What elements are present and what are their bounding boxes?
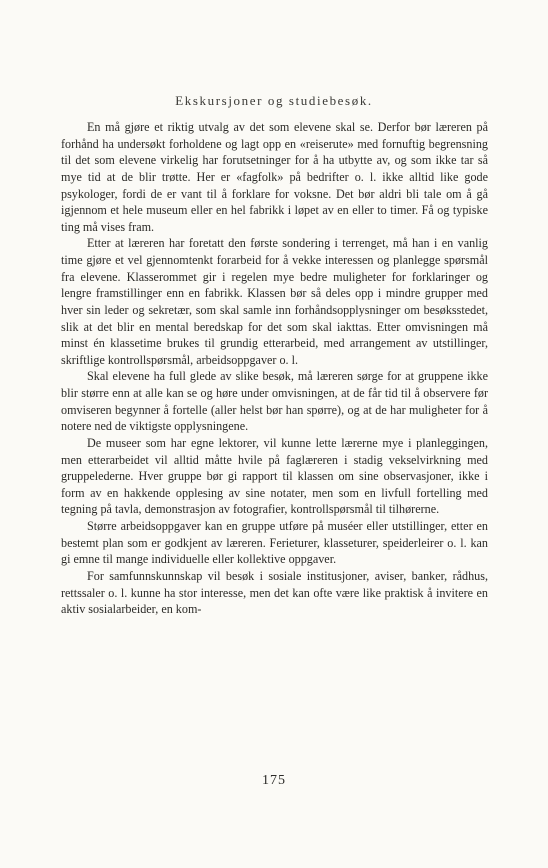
paragraph-1: En må gjøre et riktig utvalg av det som elevene skal se. Derfor bør læreren på forhånd ha undersøkt forholdene og lagt opp en «reiserute» med fornuftig begrensning til det som elevene virkelig har forutsetninger for å ha utbytte av, og som ikke tar så mye tid at de blir trøtte. Her er «fagfolk» på bedrifter o. l. ikke alltid like gode psykologer, fordi de er vant til å forklare for voksne. Det bør aldri bli tale om å gå igjennom et hele museum eller en hel fabrikk i løpet av en eller to timer. Få og typiske ting må vises fram. (61, 120, 488, 234)
page-number: 175 (262, 773, 286, 788)
paragraph-6: For samfunnskunnskap vil besøk i sosiale institusjoner, aviser, banker, rådhus, rettssaler o. l. kunne ha stor interesse, men det kan ofte være like praktisk å invitere en aktiv sosialarbeider, en kom- (61, 568, 488, 617)
paragraph-3: Skal elevene ha full glede av slike besøk, må læreren sørge for at gruppene ikke blir større enn at alle kan se og høre under omvisningen, at de får tid til å observere før omviseren begynner å fortelle (aller helst bør han spørre), og at de har muligheter for å notere ned de viktigste opplysningene. (61, 369, 488, 434)
paragraph-5: Større arbeidsoppgaver kan en gruppe utføre på muséer eller utstillinger, etter en bestemt plan som er godkjent av læreren. Ferieturer, klasseturer, speiderleirer o. l. kan gi emne til mange individuelle eller kollektive oppgaver. (61, 519, 488, 567)
running-header: Ekskursjoner og studiebesøk. (175, 93, 373, 108)
body-text (61, 119, 488, 618)
paragraph-2: Etter at læreren har foretatt den første sondering i terrenget, må han i en vanlig time gjøre et vel gjennomtenkt forarbeid for å vekke interessen og planlegge spørsmål fra elevene. Klasserommet gir i regelen mye bedre muligheter for forklaringer og lengre framstillinger enn en fabrikk. Klassen bør så deles opp i mindre grupper med hver sin leder og sekretær, som skal samle inn forhåndsopplysninger om besøksstedet, slik at det blir en mental beredskap for det som skal iakttas. Etter omvisningen må minst én klassetime brukes til grundig etterarbeid, med arrangement av utstillinger, skriftlige kontrollspørsmål, arbeidsoppgaver o. l. (61, 236, 488, 367)
paragraph-4: De museer som har egne lektorer, vil kunne lette lærerne mye i planleggingen, men etterarbeidet vil alltid måtte hvile på faglæreren i stadig vekselvirkning med gruppelederne. Hver gruppe bør gi rapport til klassen om sine observasjoner, ikke i form av en hakkende opplesing av sine notater, men som en livfull fortelling med tegning på tavla, demonstrasjon av fotografier, kontrollspørsmål til tilhørerne. (61, 435, 488, 517)
